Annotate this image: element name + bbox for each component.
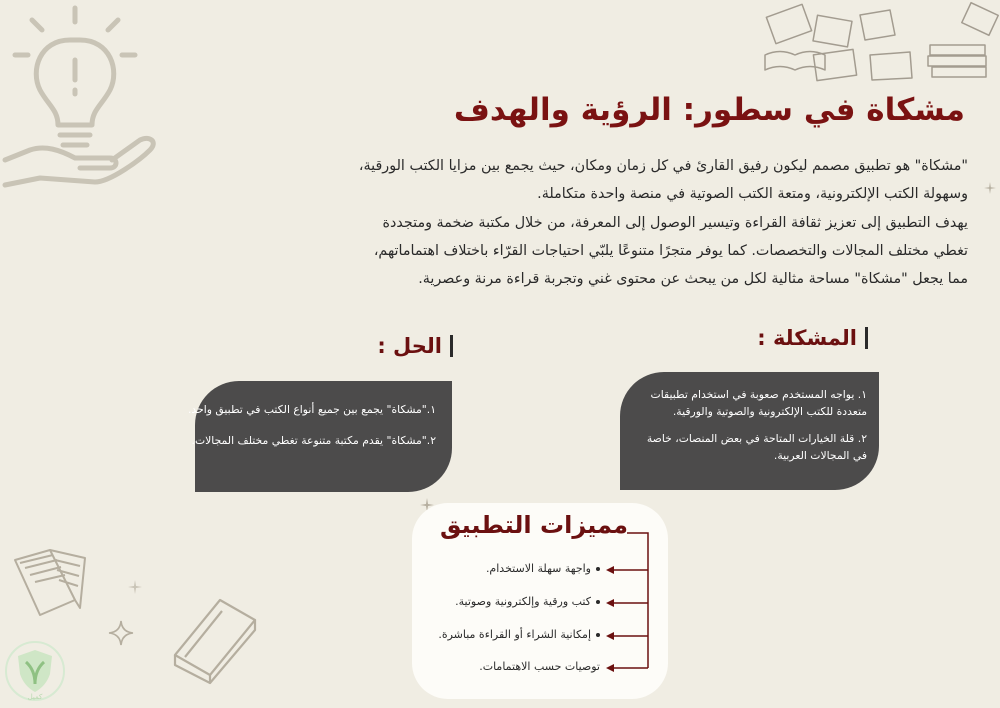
- feature-label: إمكانية الشراء أو القراءة مباشرة.: [438, 628, 591, 641]
- intro-line: تغطي مختلف المجالات والتخصصات. كما يوفر متجرًا متنوعًا يلبّي احتياجات القرّاء باختلاف اهتماماتهم،: [373, 242, 968, 259]
- bullet-dot: [596, 567, 600, 571]
- feature-label: كتب ورقية وإلكترونية وصوتية.: [455, 595, 591, 608]
- intro-line: وسهولة الكتب الإلكترونية، ومتعة الكتب الصوتية في منصة واحدة متكاملة.: [537, 186, 968, 203]
- intro-line: يهدف التطبيق إلى تعزيز ثقافة القراءة وتيسير الوصول إلى المعرفة، من خلال مكتبة ضخمة ومتجددة: [382, 214, 968, 231]
- page-title: مشكاة في سطور: الرؤية والهدف: [453, 92, 965, 128]
- problem-point: ١. يواجه المستخدم صعوبة في استخدام تطبيقات: [650, 388, 867, 401]
- problem-point: في المجالات العربية.: [773, 449, 867, 462]
- feature-item: [479, 660, 600, 673]
- intro-line: مما يجعل "مشكاة" مساحة مثالية لكل من يبحث عن محتوى غني وتجربة قراءة مرنة وعصرية.: [418, 271, 968, 288]
- solution-heading: [377, 334, 453, 358]
- bullet-dot: [596, 633, 600, 637]
- lightbulb-hand-icon: [0, 0, 170, 210]
- books-icon: [760, 0, 1000, 95]
- features-box: [412, 503, 668, 699]
- feature-item: [438, 628, 600, 641]
- solution-heading-label: الحل :: [377, 334, 442, 358]
- feature-item: [455, 595, 600, 608]
- heading-bar: [865, 327, 868, 349]
- logo-shield-icon: [4, 640, 66, 702]
- sparkle-icon: [984, 182, 996, 194]
- features-title: مميزات التطبيق: [439, 511, 628, 539]
- problem-card: [620, 372, 879, 490]
- closed-book-icon: [160, 585, 270, 685]
- heading-bar: [450, 335, 453, 357]
- sparkle-icon: [128, 580, 142, 594]
- feature-item: [486, 562, 600, 575]
- problem-point: ٢. قلة الخيارات المتاحة في بعض المنصات، خاصة: [646, 432, 867, 445]
- intro-line: "مشكاة" هو تطبيق مصمم ليكون رفيق القارئ في كل زمان ومكان، حيث يجمع بين مزايا الكتب الورقية،: [358, 158, 968, 174]
- problem-heading-label: المشكلة :: [757, 326, 857, 350]
- feature-label: توصيات حسب الاهتمامات.: [479, 660, 600, 673]
- bullet-dot: [596, 600, 600, 604]
- problem-point: متعددة للكتب الإلكترونية والصوتية والورقية.: [672, 405, 867, 418]
- svg-text:كميل: كميل: [27, 693, 43, 701]
- solution-point: ١."مشكاة" يجمع بين جميع أنواع الكتب في تطبيق واحد.: [188, 403, 436, 416]
- solution-card: [188, 381, 452, 492]
- solution-point: ٢."مشكاة" يقدم مكتبة متنوعة تغطي مختلف المجالات.: [191, 434, 436, 447]
- open-book-icon: [5, 530, 105, 630]
- sparkle-icon: [108, 620, 134, 646]
- feature-label: واجهة سهلة الاستخدام.: [485, 562, 591, 575]
- intro-paragraph: [268, 152, 968, 293]
- problem-heading: [757, 326, 868, 350]
